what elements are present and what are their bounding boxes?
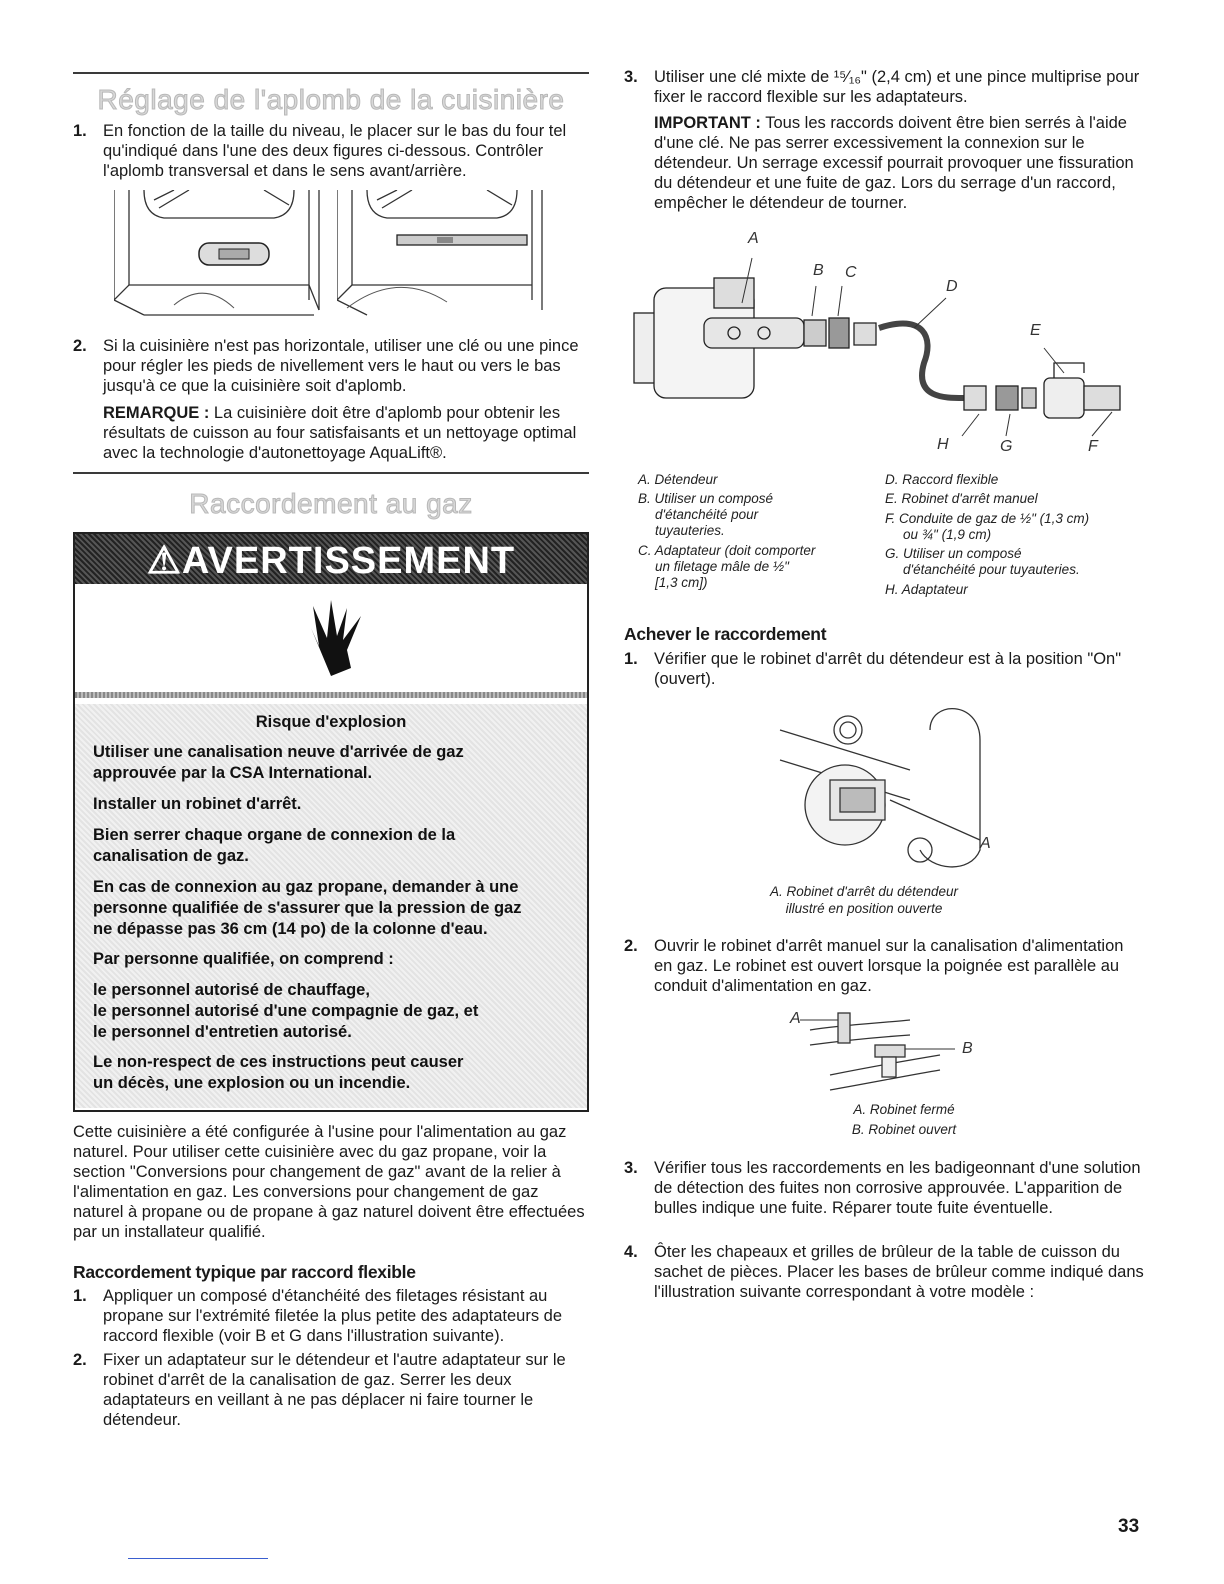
legend-item: G. Utiliser un composé <box>885 546 1022 561</box>
regulator-caption: illustré en position ouverte <box>785 901 943 916</box>
step-number: 1. <box>73 122 87 140</box>
warning-line: Utiliser une canalisation neuve d'arrivée de gaz <box>93 743 464 761</box>
warning-line: Le non-respect de ces instructions peut causer <box>93 1053 464 1071</box>
step-text: Si la cuisinière n'est pas horizontale, utiliser une clé ou une pince pour régler les pieds de nivellement vers le haut ou vers le bas jusqu'à ce que la cuisinière soit d'aplomb. <box>103 337 579 395</box>
finish-step-1 <box>624 649 1144 689</box>
warning-box <box>73 532 589 1112</box>
step-text: Ôter les chapeaux et grilles de brûleur de la table de cuisson du sachet de pièces. Placer les bases de brûleur comme indiqué dans l'illustration suivante correspondant à votre modèle : <box>654 1243 1144 1301</box>
fig-label-g: G <box>1000 438 1013 455</box>
legend-item: F. Conduite de gaz de ½" (1,3 cm) <box>885 511 1090 526</box>
warning-line: Par personne qualifiée, on comprend : <box>93 950 394 968</box>
step-number: 3. <box>624 1159 638 1177</box>
step-number: 1. <box>624 650 638 668</box>
footer-link-line <box>128 1558 268 1559</box>
oven-level-figure-left <box>114 190 324 320</box>
regulator-caption: A. Robinet d'arrêt du détendeur <box>770 884 958 899</box>
subheading-complete-connection: Achever le raccordement <box>624 624 827 644</box>
finish-step-3 <box>624 1158 1144 1218</box>
warning-line: le personnel autorisé de chauffage, <box>93 981 370 999</box>
warning-line: approuvée par la CSA International. <box>93 764 373 782</box>
step-number: 4. <box>624 1243 638 1261</box>
important-label: IMPORTANT : <box>654 114 761 132</box>
warning-line: personne qualifiée de s'assurer que la pression de gaz <box>93 899 522 917</box>
step-text: Appliquer un composé d'étanchéité des filetages résistant au propane sur l'extrémité filetée la plus petite des adaptateurs de raccord flexible (voir B et G dans l'illustration suivante). <box>103 1287 563 1345</box>
step-text: Vérifier tous les raccordements en les badigeonnant d'une solution de détection des fuites non corrosive approuvée. L'apparition de bulles indique une fuite. Réparer toute fuite éventuelle. <box>654 1159 1141 1217</box>
leveling-remark <box>103 403 585 463</box>
fig-label-e: E <box>1030 322 1041 339</box>
step-text: Utiliser une clé mixte de ¹⁵⁄₁₆" (2,4 cm) et une pince multiprise pour fixer le raccord flexible sur les adaptateurs. <box>654 68 1140 106</box>
valve-caption: B. Robinet ouvert <box>851 1122 957 1137</box>
legend-item: B. Utiliser un composé <box>638 491 774 506</box>
section-title-gas: Raccordement au gaz <box>189 488 473 519</box>
valve-positions-figure <box>800 1005 960 1095</box>
step-number: 2. <box>624 937 638 955</box>
section-rule-gas <box>73 472 589 474</box>
step-text: Fixer un adaptateur sur le détendeur et l'autre adaptateur sur le robinet d'arrêt de la canalisation de gaz. Serrer les deux adaptateurs en veillant à ne pas déplacer ni faire tourner le détendeur. <box>103 1351 566 1429</box>
fig-label-h: H <box>937 436 949 453</box>
legend-item: d'étanchéité pour tuyauteries. <box>903 562 1080 577</box>
finish-step-4 <box>624 1242 1144 1302</box>
warning-separator <box>75 692 587 698</box>
section-title-leveling: Réglage de l'aplomb de la cuisinière <box>97 84 565 115</box>
warning-line: ne dépasse pas 36 cm (14 po) de la colonne d'eau. <box>93 920 488 938</box>
warning-risk: Risque d'explosion <box>255 713 407 731</box>
typical-step-3 <box>624 67 1144 107</box>
valve-caption: A. Robinet fermé <box>853 1102 955 1117</box>
subheading-typical-connection: Raccordement typique par raccord flexible <box>73 1262 416 1282</box>
important-note <box>654 113 1144 213</box>
step-number: 2. <box>73 337 87 355</box>
important-text: Tous les raccords doivent être bien serrés à l'aide d'une clé. Ne pas serrer excessivement la connexion sur le détendeur. Un serrage excessif pourrait provoquer une fissuration du détendeur et une fuite de gaz. Lors du serrage d'un raccord, empêcher le détendeur de tourner. <box>654 114 1134 212</box>
page-number: 33 <box>1118 1516 1140 1537</box>
valve-label-a: A <box>790 1010 801 1027</box>
step-text: En fonction de la taille du niveau, le placer sur le bas du four tel qu'indiqué dans l'une des deux figures ci-dessous. Contrôler l'aplomb transversal et dans le sens avant/arrière. <box>103 122 567 180</box>
warning-line: En cas de connexion au gaz propane, demander à une <box>93 878 519 896</box>
warning-line: Bien serrer chaque organe de connexion de la <box>93 826 456 844</box>
leveling-step-1 <box>73 121 585 181</box>
legend-item: D. Raccord flexible <box>885 472 999 487</box>
step-number: 3. <box>624 68 638 86</box>
step-text: Ouvrir le robinet d'arrêt manuel sur la canalisation d'alimentation en gaz. Le robinet est ouvert lorsque la poignée est parallèle au conduit d'alimentation en gaz. <box>654 937 1124 995</box>
legend-item: C. Adaptateur (doit comporter <box>638 543 816 558</box>
regulator-fig-label-a: A <box>980 835 991 852</box>
fig-label-b: B <box>813 262 824 279</box>
step-text: Vérifier que le robinet d'arrêt du détendeur est à la position "On" (ouvert). <box>654 650 1122 688</box>
step-number: 1. <box>73 1287 87 1305</box>
warning-line: le personnel autorisé d'une compagnie de gaz, et <box>93 1002 479 1020</box>
factory-config-paragraph: Cette cuisinière a été configurée à l'usine pour l'alimentation au gaz naturel. Pour utiliser cette cuisinière avec du gaz propane, voir la section "Conversions pour changement de gaz" avant de la relier à l'alimentation en gaz. Les conversions pour changement de gaz naturel à propane ou de propane à gaz naturel doivent être effectuées par un installateur qualifié. <box>73 1123 585 1241</box>
section-rule-top <box>73 72 589 74</box>
typical-step-1 <box>73 1286 585 1346</box>
fig-label-a: A <box>748 230 759 247</box>
warning-line: canalisation de gaz. <box>93 847 249 865</box>
remark-label: REMARQUE : <box>103 404 210 422</box>
legend-item: H. Adaptateur <box>885 582 968 597</box>
regulator-shutoff-figure <box>770 700 1000 880</box>
explosion-icon <box>291 598 371 678</box>
warning-line: le personnel d'entretien autorisé. <box>93 1023 352 1041</box>
warning-line: Installer un robinet d'arrêt. <box>93 795 302 813</box>
legend-item: E. Robinet d'arrêt manuel <box>885 491 1038 506</box>
step-number: 2. <box>73 1351 87 1369</box>
fig-label-c: C <box>845 264 857 281</box>
warning-line: un décès, une explosion ou un incendie. <box>93 1074 411 1092</box>
warning-header <box>75 534 587 584</box>
finish-step-2 <box>624 936 1144 996</box>
legend-item: A. Détendeur <box>638 472 718 487</box>
fig-label-d: D <box>946 278 958 295</box>
legend-item: ou ¾" (1,9 cm) <box>903 527 992 542</box>
legend-item: tuyauteries. <box>655 523 725 538</box>
legend-item: d'étanchéité pour <box>655 507 759 522</box>
typical-step-2 <box>73 1350 585 1430</box>
valve-label-b: B <box>962 1040 973 1057</box>
flex-connection-figure <box>624 228 1134 458</box>
leveling-step-2 <box>73 336 585 396</box>
legend-item: [1,3 cm]) <box>655 575 708 590</box>
fig-label-f: F <box>1088 438 1098 455</box>
oven-level-figure-right <box>337 190 547 320</box>
legend-item: un filetage mâle de ½" <box>655 559 789 574</box>
warning-header-text: ⚠AVERTISSEMENT <box>146 540 516 582</box>
remark-text: La cuisinière doit être d'aplomb pour obtenir les résultats de cuisson au four satisfaisants et un nettoyage optimal avec la technologie d'autonettoyage AquaLift®. <box>103 404 577 462</box>
